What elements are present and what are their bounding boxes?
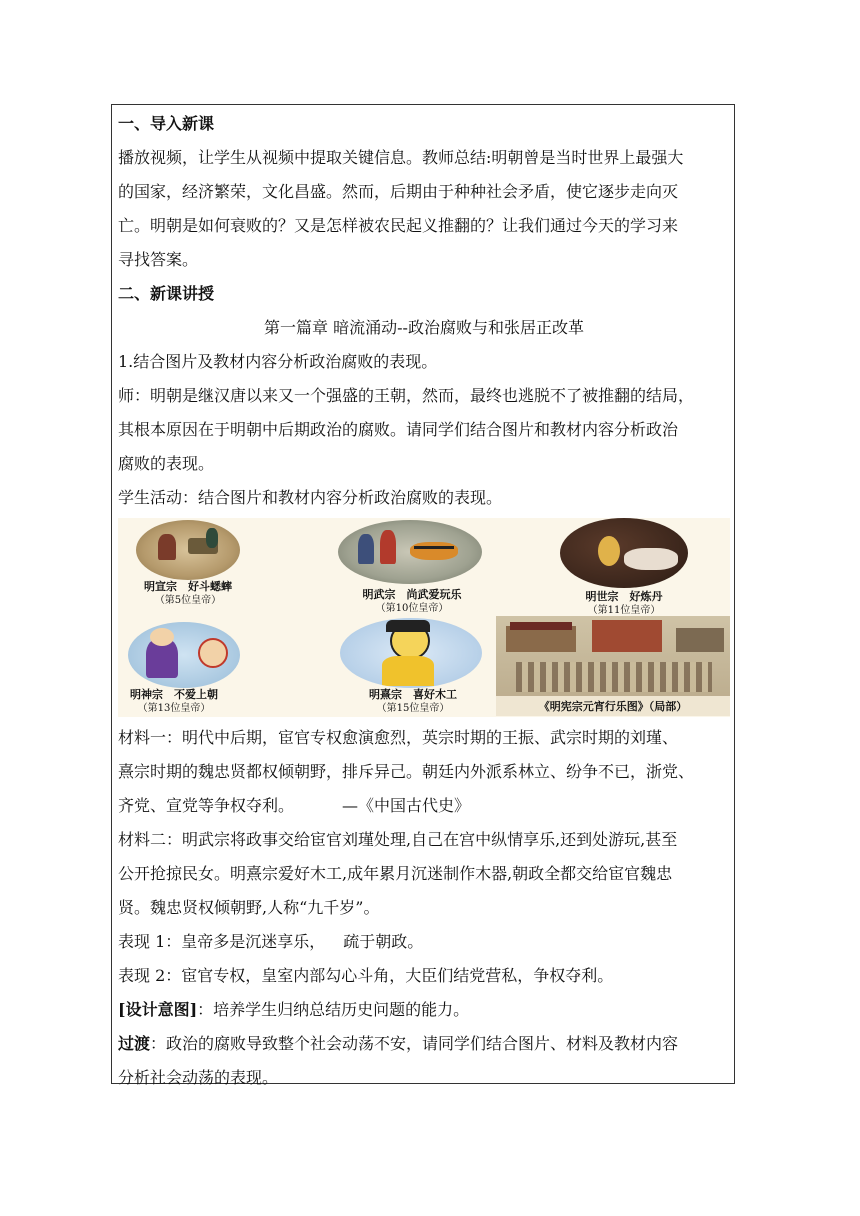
teacher-line: 腐败的表现。 bbox=[118, 454, 215, 473]
teacher-line: 其根本原因在于明朝中后期政治的腐败。请同学们结合图片和教材内容分析政治 bbox=[118, 420, 679, 439]
xuanzong-painting bbox=[136, 520, 240, 580]
transition-line-2: 分析社会动荡的表现。 bbox=[118, 1068, 279, 1087]
caption-shenzong: 明神宗 不爱上朝 （第13位皇帝） bbox=[130, 688, 218, 714]
section-heading-intro: 一、导入新课 bbox=[118, 114, 215, 133]
material2-line: 材料二：明武宗将政事交给宦官刘瑾处理,自己在宫中纵情享乐,还到处游玩,甚至 bbox=[118, 830, 678, 849]
caption-shizong: 明世宗 好炼丹 （第11位皇帝） bbox=[585, 590, 663, 616]
design-intent bbox=[118, 993, 730, 1027]
intro-line: 寻找答案。 bbox=[118, 250, 199, 269]
material1-line: 熹宗时期的魏忠贤都权倾朝野，排斥异己。朝廷内外派系林立、纷争不已，浙党、 bbox=[118, 762, 695, 781]
intro-line: 的国家，经济繁荣，文化昌盛。然而，后期由于种种社会矛盾，使它逐步走向灭 bbox=[118, 182, 679, 201]
material1-line: 材料一：明代中后期，宦官专权愈演愈烈，英宗时期的王振、武宗时期的刘瑾、 bbox=[118, 728, 679, 747]
caption-xuanzong: 明宣宗 好斗蟋蟀 （第5位皇帝） bbox=[144, 580, 232, 606]
material2-line: 公开抢掠民女。明熹宗爱好木工,成年累月沉迷制作木器,朝政全都交给宦官魏忠 bbox=[118, 864, 673, 883]
transition-label: 过渡 bbox=[118, 1034, 151, 1053]
teacher-line: 师：明朝是继汉唐以来又一个强盛的王朝，然而，最终也逃脱不了被推翻的结局， bbox=[118, 386, 695, 405]
task-line: 1.结合图片及教材内容分析政治腐败的表现。 bbox=[118, 352, 438, 371]
caption-wuzong: 明武宗 尚武爱玩乐 （第10位皇帝） bbox=[362, 588, 462, 614]
design-intent-label: [设计意图] bbox=[118, 1000, 198, 1019]
expression-2: 表现 2：宦官专权，皇室内部勾心斗角，大臣们结党营私，争权夺利。 bbox=[118, 966, 614, 985]
design-intent-text: ：培养学生归纳总结历史问题的能力。 bbox=[197, 1000, 470, 1019]
xizong-cartoon bbox=[340, 618, 482, 688]
lesson-content bbox=[118, 107, 730, 1095]
student-activity-line: 学生活动：结合图片和教材内容分析政治腐败的表现。 bbox=[118, 488, 503, 507]
expression-1: 表现 1：皇帝多是沉迷享乐， 疏于朝政。 bbox=[118, 932, 424, 951]
material1-text: 齐党、宣党等争权夺利。 bbox=[118, 796, 295, 815]
intro-line: 亡。明朝是如何衰败的？又是怎样被农民起义推翻的？让我们通过今天的学习来 bbox=[118, 216, 679, 235]
intro-line: 播放视频，让学生从视频中提取关键信息。教师总结:明朝曾是当时世界上最强大 bbox=[118, 148, 684, 167]
transition-text: ：政治的腐败导致整个社会动荡不安，请同学们结合图片、材料及教材内容 bbox=[150, 1034, 679, 1053]
caption-xizong: 明熹宗 喜好木工 （第15位皇帝） bbox=[369, 688, 457, 714]
chapter-title: 第一篇章 暗流涌动--政治腐败与和张居正改革 bbox=[264, 318, 584, 337]
material1-last-line bbox=[118, 789, 730, 823]
shenzong-cartoon bbox=[128, 622, 240, 688]
material2-line: 贤。魏忠贤权倾朝野,人称“九千岁”。 bbox=[118, 898, 380, 917]
shizong-alchemy-picture bbox=[560, 518, 688, 588]
caption-lantern-painting: 《明宪宗元宵行乐图》（局部） bbox=[538, 700, 688, 713]
wuzong-tiger-picture bbox=[338, 520, 482, 584]
transition-line bbox=[118, 1027, 730, 1061]
emperor-image-collage bbox=[118, 518, 730, 717]
section-heading-new-lesson: 二、新课讲授 bbox=[118, 284, 215, 303]
material1-source: —《中国古代史》 bbox=[342, 796, 471, 815]
